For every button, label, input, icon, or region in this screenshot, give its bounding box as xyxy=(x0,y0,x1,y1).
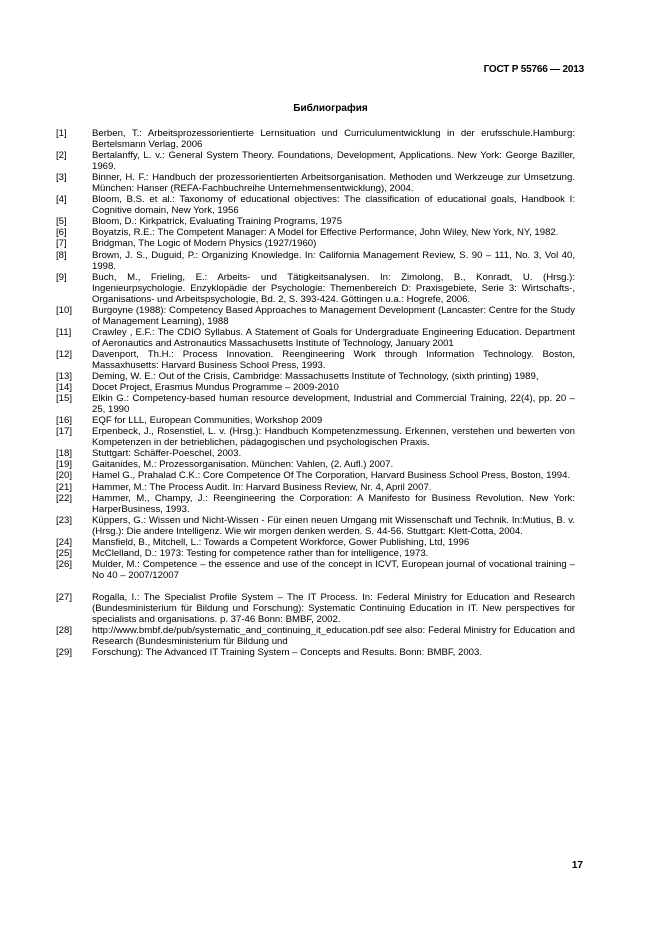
entry-number: [16] xyxy=(56,415,73,427)
document-header: ГОСТ Р 55766 — 2013 xyxy=(483,64,584,75)
entry-text: Buch, M., Frieling, E.: Arbeits- und Tätigkeitsanalysen. In: Zimolong, B., Konradt, U. (Hrsg.): Ingenieurpsychologie. Enzyklopädie der Psychologie: Themenbereich D: Praxisgebiete, Serie 3: Wirtschafts-, Organisations- und Arbeitspsychologie, Bd. 2, S. 393-424. Göttingen u.a.: Hogrefe, 2006. xyxy=(92,271,575,305)
entry-text: Hamel G., Prahalad C.K.: Core Competence Of The Corporation, Harvard Business School Press, Boston, 1994. xyxy=(92,470,571,482)
entry-text: Crawley , E.F.: The CDIO Syllabus. A Statement of Goals for Undergraduate Engineering Education. Department of Aeronautics and Astronautics Massachusetts Institute of Technology, January 2001 xyxy=(92,326,575,349)
bibliography-entry xyxy=(56,272,575,305)
bibliography-entry xyxy=(56,426,575,448)
entry-number: [19] xyxy=(56,459,73,471)
entry-text: Rogalla, I.: The Specialist Profile System – The IT Process. In: Federal Ministry for Education and Research (Bundesministerium für Bildung und Forschung): Systematic Continuing Education in IT. New perspectives for specialists and organisations. p. 37-46 Bonn: BMBF, 2002. xyxy=(92,591,575,626)
entry-text: Bloom, B.S. et al.: Taxonomy of educational objectives: The classification of educational goals, Handbook I: Cognitive domain, New York, 1956 xyxy=(92,194,575,217)
entry-number: [23] xyxy=(56,514,73,526)
bibliography-entry xyxy=(56,216,575,227)
bibliography-entry xyxy=(56,415,575,426)
entry-number: [20] xyxy=(56,470,73,482)
page-title: Библиография xyxy=(293,103,368,114)
entry-text: Erpenbeck, J., Rosenstiel, L. v. (Hrsg.): Handbuch Kompetenzmessung. Erkennen, verstehen und bewerten von Kompetenzen in der betrieblichen, pädagogischen und psychologischen Praxis. xyxy=(92,426,575,449)
bibliography-entry xyxy=(56,238,575,249)
entry-text: Hammer, M.: The Process Audit. In: Harvard Business Review, Nr. 4, April 2007. xyxy=(92,481,432,493)
entry-text: Berben, T.: Arbeitsprozessorientierte Lernsituation und Curriculumentwicklung in der erufsschule.Hamburg: Bertelsmann Verlag, 2006 xyxy=(92,128,575,151)
entry-number: [7] xyxy=(56,238,67,250)
entry-number: [13] xyxy=(56,371,73,383)
entry-text: Stuttgart: Schäffer-Poeschel, 2003. xyxy=(92,448,242,460)
entry-text: Brown, J. S., Duguid, P.: Organizing Knowledge. In: California Management Review, S. 90 – 111, No. 3, Vol 40, 1998. xyxy=(92,249,575,272)
entry-text: Küppers, G.: Wissen und Nicht-Wissen - Für einen neuen Umgang mit Wissenschaft und Technik. In:Mutius, B. v. (Hrsg.): Die andere Intelligenz. Wie wir morgen denken werden. S. 44-56. Stuttgart: Klett-Cotta, 2004. xyxy=(92,514,575,537)
entry-number: [24] xyxy=(56,536,73,548)
entry-text: EQF for LLL, European Communities, Workshop 2009 xyxy=(92,415,323,427)
bibliography-entry xyxy=(56,559,575,581)
entry-number: [22] xyxy=(56,492,73,504)
entry-text: Mulder, M.: Competence – the essence and use of the concept in ICVT, European journal of vocational training – No 40 – 2007/12007 xyxy=(92,558,575,581)
bibliography-entry xyxy=(56,448,575,459)
entry-number: [8] xyxy=(56,249,67,261)
entry-number: [12] xyxy=(56,348,73,360)
entry-text: Forschung): The Advanced IT Training System – Concepts and Results. Bonn: BMBF, 2003. xyxy=(92,647,482,659)
bibliography-list xyxy=(56,128,575,658)
entry-number: [25] xyxy=(56,547,73,559)
entry-text: Mansfield, B., Mitchell, L.: Towards a Competent Workforce, Gower Publishing, Ltd, 1996 xyxy=(92,536,470,548)
entry-text: Hammer, M., Champy, J.: Reengineering the Corporation: A Manifesto for Business Revolution. New York: HarperBusiness, 1993. xyxy=(92,492,575,515)
entry-number: [14] xyxy=(56,382,73,394)
bibliography-entry xyxy=(56,128,575,150)
entry-gap xyxy=(56,581,575,592)
entry-text: Elkin G.: Competency-based human resource development, Industrial and Commercial Training, 22(4), pp. 20 – 25, 1990 xyxy=(92,393,575,416)
entry-text: Burgoyne (1988): Competency Based Approaches to Management Development (Lancaster: Centre for the Study of Management Learning), 1988 xyxy=(92,304,575,327)
bibliography-entry xyxy=(56,625,575,647)
bibliography-entry xyxy=(56,548,575,559)
entry-number: [29] xyxy=(56,647,73,659)
entry-number: [27] xyxy=(56,591,73,603)
entry-number: [21] xyxy=(56,481,73,493)
bibliography-entry xyxy=(56,305,575,327)
entry-text: Gaitanides, M.: Prozessorganisation. München: Vahlen, (2. Aufl.) 2007. xyxy=(92,459,394,471)
entry-number: [6] xyxy=(56,227,67,239)
bibliography-entry xyxy=(56,349,575,371)
entry-text: Davenport, Th.H.: Process Innovation. Reengineering Work through Information Technology. Boston, Massaxhusetts: Harvard Business School Press, 1993. xyxy=(92,348,575,371)
bibliography-entry xyxy=(56,592,575,625)
entry-text: McClelland, D.: 1973: Testing for competence rather than for intelligence, 1973. xyxy=(92,547,429,559)
entry-number: [9] xyxy=(56,271,67,283)
entry-number: [10] xyxy=(56,304,73,316)
entry-number: [17] xyxy=(56,426,73,438)
bibliography-entry xyxy=(56,382,575,393)
entry-number: [15] xyxy=(56,393,73,405)
entry-number: [1] xyxy=(56,128,67,139)
entry-text: Bridgman, The Logic of Modern Physics (1927/1960) xyxy=(92,238,317,250)
bibliography-entry xyxy=(56,150,575,172)
bibliography-entry xyxy=(56,393,575,415)
bibliography-entry xyxy=(56,172,575,194)
entry-number: [26] xyxy=(56,558,73,570)
bibliography-entry xyxy=(56,515,575,537)
bibliography-entry xyxy=(56,250,575,272)
entry-text: Bertalanffy, L. v.: General System Theory. Foundations, Development, Applications. New York: George Baziller, 1969. xyxy=(92,150,575,173)
bibliography-entry xyxy=(56,194,575,216)
entry-text: Boyatzis, R.E.: The Competent Manager: A Model for Effective Performance, John Wiley, New York, NY, 1982. xyxy=(92,227,559,239)
bibliography-entry xyxy=(56,482,575,493)
entry-text: Docet Project, Erasmus Mundus Programme – 2009-2010 xyxy=(92,382,339,394)
bibliography-entry xyxy=(56,459,575,470)
entry-number: [18] xyxy=(56,448,73,460)
bibliography-entry xyxy=(56,227,575,238)
entry-text: Bloom, D.: Kirkpatrick, Evaluating Training Programs, 1975 xyxy=(92,216,343,228)
entry-number: [3] xyxy=(56,172,67,184)
bibliography-entry xyxy=(56,647,575,658)
entry-number: [4] xyxy=(56,194,67,206)
bibliography-entry xyxy=(56,327,575,349)
entry-number: [2] xyxy=(56,150,67,162)
bibliography-entry xyxy=(56,493,575,515)
bibliography-entry xyxy=(56,470,575,481)
entry-text: Binner, H. F.: Handbuch der prozessorientierten Arbeitsorganisation. Methoden und Werkzeuge zur Umsetzung. München: Hanser (REFA-Fachbuchreihe Unternehmensentwicklung), 2004. xyxy=(92,172,575,195)
entry-text: Deming, W. E.: Out of the Crisis, Cambridge: Massachusetts Institute of Technology, (sixth printing) 1989, xyxy=(92,371,539,383)
entry-text: http://www.bmbf.de/pub/systematic_and_continuing_it_education.pdf see also: Federal Ministry for Education and Research (Bundesministerium für Bildung und xyxy=(92,625,575,648)
page-number: 17 xyxy=(571,860,583,871)
entry-number: [5] xyxy=(56,216,67,228)
entry-number: [28] xyxy=(56,625,73,637)
bibliography-entry xyxy=(56,371,575,382)
bibliography-entry xyxy=(56,537,575,548)
entry-number: [11] xyxy=(56,326,72,338)
